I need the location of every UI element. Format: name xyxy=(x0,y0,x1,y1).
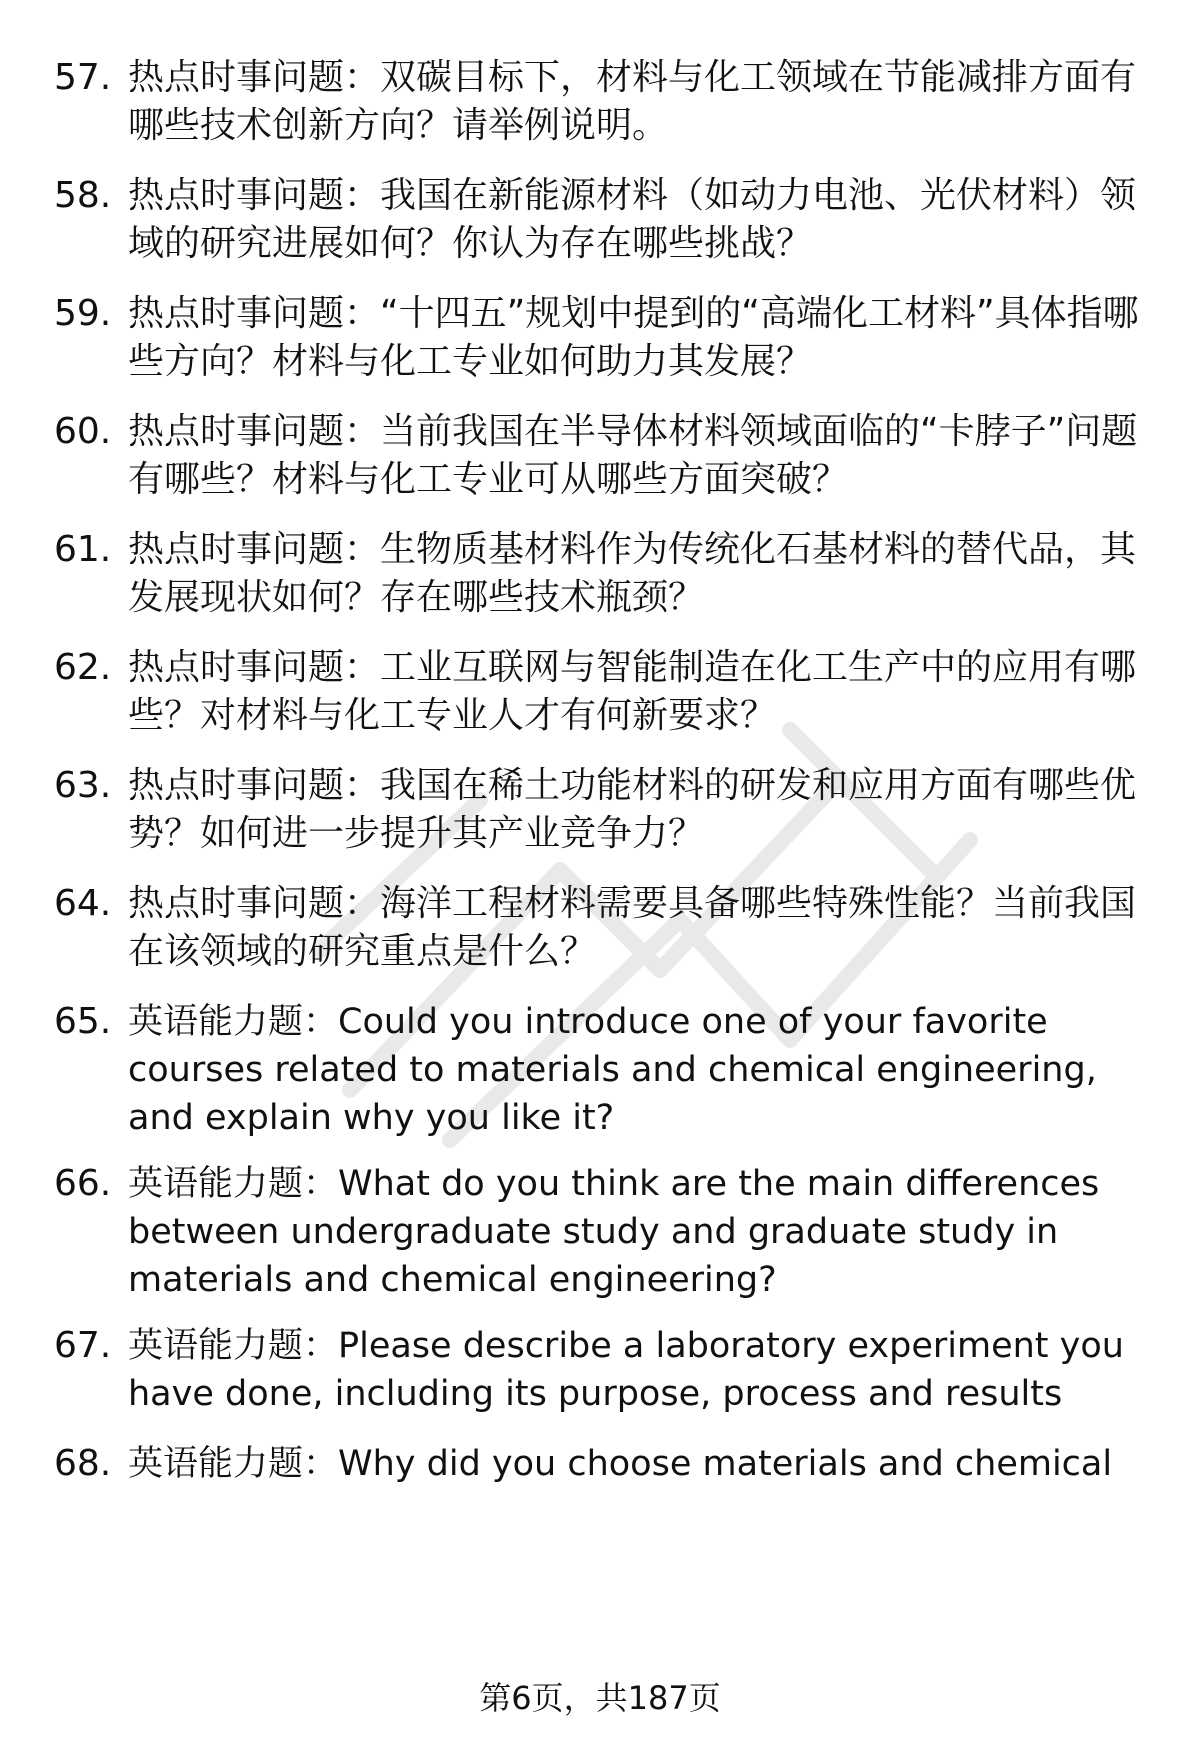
question-59 xyxy=(54,290,1144,386)
question-number: 57. xyxy=(54,57,112,98)
question-66 xyxy=(54,1160,1144,1304)
question-number: 66. xyxy=(54,1163,112,1204)
question-62 xyxy=(54,644,1144,740)
question-65 xyxy=(54,998,1144,1142)
question-text: 英语能力题：Could you introduce one of your favorite courses related to materials and chemical engineering, and explain why you like it? xyxy=(128,1002,1097,1138)
question-number: 62. xyxy=(54,647,112,688)
question-67 xyxy=(54,1322,1144,1418)
question-text: 热点时事问题：我国在新能源材料（如动力电池、光伏材料）领域的研究进展如何？你认为存在哪些挑战？ xyxy=(128,175,1137,264)
question-text: 热点时事问题：生物质基材料作为传统化石基材料的替代品，其发展现状如何？存在哪些技术瓶颈？ xyxy=(128,529,1137,618)
question-text: 英语能力题：Please describe a laboratory experiment you have done, including its purpose, process and results xyxy=(128,1326,1124,1414)
question-number: 58. xyxy=(54,175,112,216)
question-number: 68. xyxy=(54,1443,112,1484)
question-61 xyxy=(54,526,1144,622)
question-text: 热点时事问题：“十四五”规划中提到的“高端化工材料”具体指哪些方向？材料与化工专业如何助力其发展？ xyxy=(128,293,1139,382)
question-text: 热点时事问题：当前我国在半导体材料领域面临的“卡脖子”问题有哪些？材料与化工专业可从哪些方面突破？ xyxy=(128,411,1138,500)
question-57 xyxy=(54,54,1144,150)
question-number: 61. xyxy=(54,529,112,570)
question-64 xyxy=(54,880,1144,976)
question-text: 英语能力题：What do you think are the main differences between undergraduate study and graduate study in materials and chemical engineering? xyxy=(128,1164,1100,1300)
question-number: 59. xyxy=(54,293,112,334)
question-text: 热点时事问题：我国在稀土功能材料的研发和应用方面有哪些优势？如何进一步提升其产业竞争力？ xyxy=(128,765,1137,854)
question-60 xyxy=(54,408,1144,504)
question-number: 67. xyxy=(54,1325,112,1366)
question-68 xyxy=(54,1440,1144,1488)
question-text: 热点时事问题：双碳目标下，材料与化工领域在节能减排方面有哪些技术创新方向？请举例说明。 xyxy=(128,57,1137,146)
question-text: 热点时事问题：海洋工程材料需要具备哪些特殊性能？当前我国在该领域的研究重点是什么？ xyxy=(128,883,1137,972)
page-footer: 第6页，共187页 xyxy=(479,1679,721,1717)
question-text: 英语能力题：Why did you choose materials and chemical xyxy=(128,1444,1113,1484)
question-63 xyxy=(54,762,1144,858)
question-number: 63. xyxy=(54,765,112,806)
question-number: 65. xyxy=(54,1001,112,1042)
question-number: 60. xyxy=(54,411,112,452)
question-number: 64. xyxy=(54,883,112,924)
question-58 xyxy=(54,172,1144,268)
question-text: 热点时事问题：工业互联网与智能制造在化工生产中的应用有哪些？对材料与化工专业人才有何新要求？ xyxy=(128,647,1137,736)
